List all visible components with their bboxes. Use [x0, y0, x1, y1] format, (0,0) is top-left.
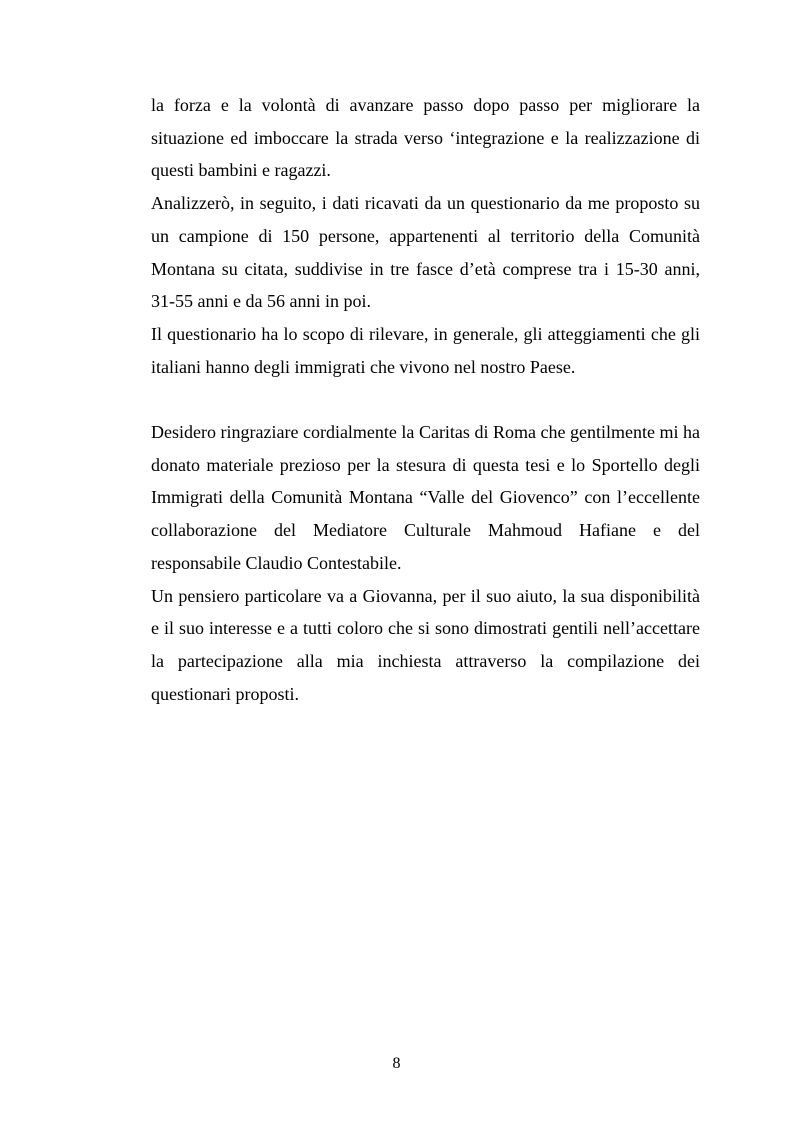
- body-text: [151, 89, 700, 710]
- paragraph-3: Il questionario ha lo scopo di rilevare, in generale, gli atteggiamenti che gli italiani hanno degli immigrati che vivono nel nostro Paese.: [151, 323, 700, 377]
- paragraph-2: Analizzerò, in seguito, i dati ricavati da un questionario da me proposto su un campione di 150 persone, appartenenti al territorio della Comunità Montana su citata, suddivise in tre fasce d’età comprese tra i 15-30 anni, 31-55 anni e da 56 anni in poi.: [151, 193, 700, 312]
- paragraph-5: Un pensiero particolare va a Giovanna, per il suo aiuto, la sua disponibilità e il suo interesse e a tutti coloro che si sono dimostrati gentili nell’accettare la partecipazione alla mia inchiesta attraverso la compilazione dei questionari proposti.: [151, 585, 700, 704]
- paragraph-1: la forza e la volontà di avanzare passo dopo passo per migliorare la situazione ed imboccare la strada verso ‘integrazione e la realizzazione di questi bambini e ragazzi.: [151, 95, 700, 181]
- page-number: 8: [392, 1055, 401, 1072]
- paragraph-4: Desidero ringraziare cordialmente la Caritas di Roma che gentilmente mi ha donato materiale prezioso per la stesura di questa tesi e lo Sportello degli Immigrati della Comunità Montana “Valle del Giovenco” con l’eccellente collaborazione del Mediatore Culturale Mahmoud Hafiane e del responsabile Claudio Contestabile.: [151, 422, 700, 573]
